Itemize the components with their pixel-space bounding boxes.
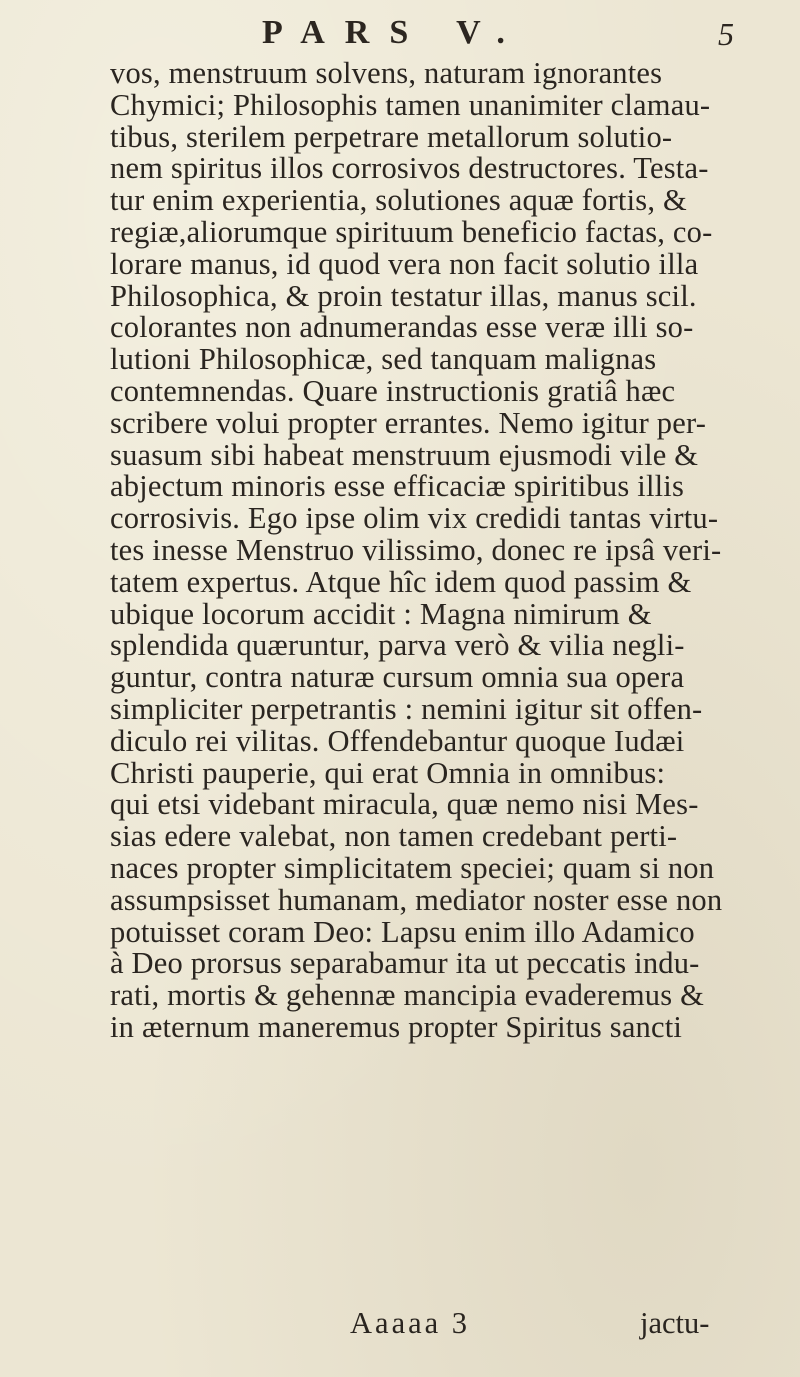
text-line: diculo rei vilitas. Offendebantur quoque Iudæi (110, 723, 685, 758)
text-line: sias edere valebat, non tamen credebant perti- (110, 819, 678, 854)
text-line: colorantes non adnumerandas esse veræ illi so- (110, 310, 694, 345)
text-line: assumpsisset humanam, mediator noster esse non (110, 882, 723, 917)
text-line: qui etsi videbant miracula, quæ nemo nisi Mes- (110, 787, 699, 822)
text-line: Chymici; Philosophis tamen unanimiter clamau- (110, 87, 711, 122)
text-line: rati, mortis & gehennæ mancipia evaderemus & (110, 978, 705, 1013)
text-line: ubique locorum accidit : Magna nimirum & (110, 596, 652, 631)
text-line: regiæ,aliorumque spirituum beneficio factas, co- (110, 214, 713, 249)
text-line: contemnendas. Quare instructionis gratiâ hæc (110, 373, 676, 408)
text-line: scribere volui propter errantes. Nemo igitur per- (110, 405, 707, 440)
page-footer (0, 1306, 800, 1346)
text-line: naces propter simplicitatem speciei; quam si non (110, 850, 715, 885)
catchword: jactu- (640, 1306, 710, 1340)
text-line: lorare manus, id quod vera non facit solutio illa (110, 246, 699, 281)
running-head: PARS V. (262, 14, 525, 51)
page-number: 5 (718, 16, 734, 52)
text-line: tur enim experientia, solutiones aquæ fortis, & (110, 183, 687, 218)
text-line: Christi pauperie, qui erat Omnia in omnibus: (110, 755, 666, 790)
text-line: in æternum maneremus propter Spiritus sancti (110, 1009, 683, 1044)
page-header (0, 8, 800, 58)
body-text (110, 58, 800, 1044)
text-line: suasum sibi habeat menstruum ejusmodi vile & (110, 437, 699, 472)
text-line: abjectum minoris esse efficaciæ spiritibus illis (110, 469, 685, 504)
text-line: nem spiritus illos corrosivos destructores. Testa- (110, 151, 709, 186)
text-line: tatem expertus. Atque hîc idem quod passim & (110, 564, 692, 599)
text-line: splendida quæruntur, parva verò & vilia negli- (110, 628, 685, 663)
text-line: Philosophica, & proin testatur illas, manus scil. (110, 278, 697, 313)
text-line: vos, menstruum solvens, naturam ignorantes (110, 56, 663, 90)
signature-mark: Aaaaa 3 (350, 1306, 471, 1340)
text-line: à Deo prorsus separabamur ita ut peccatis indu- (110, 946, 700, 981)
text-line: simpliciter perpetrantis : nemini igitur sit offen- (110, 691, 703, 726)
text-line: potuisset coram Deo: Lapsu enim illo Adamico (110, 914, 695, 949)
text-line: tibus, sterilem perpetrare metallorum solutio- (110, 119, 673, 154)
text-line: tes inesse Menstruo vilissimo, donec re ipsâ veri- (110, 532, 722, 567)
text-line: corrosivis. Ego ipse olim vix credidi tantas virtu- (110, 501, 719, 536)
text-line: guntur, contra naturæ cursum omnia sua opera (110, 660, 685, 695)
text-line: lutioni Philosophicæ, sed tanquam malignas (110, 342, 657, 377)
